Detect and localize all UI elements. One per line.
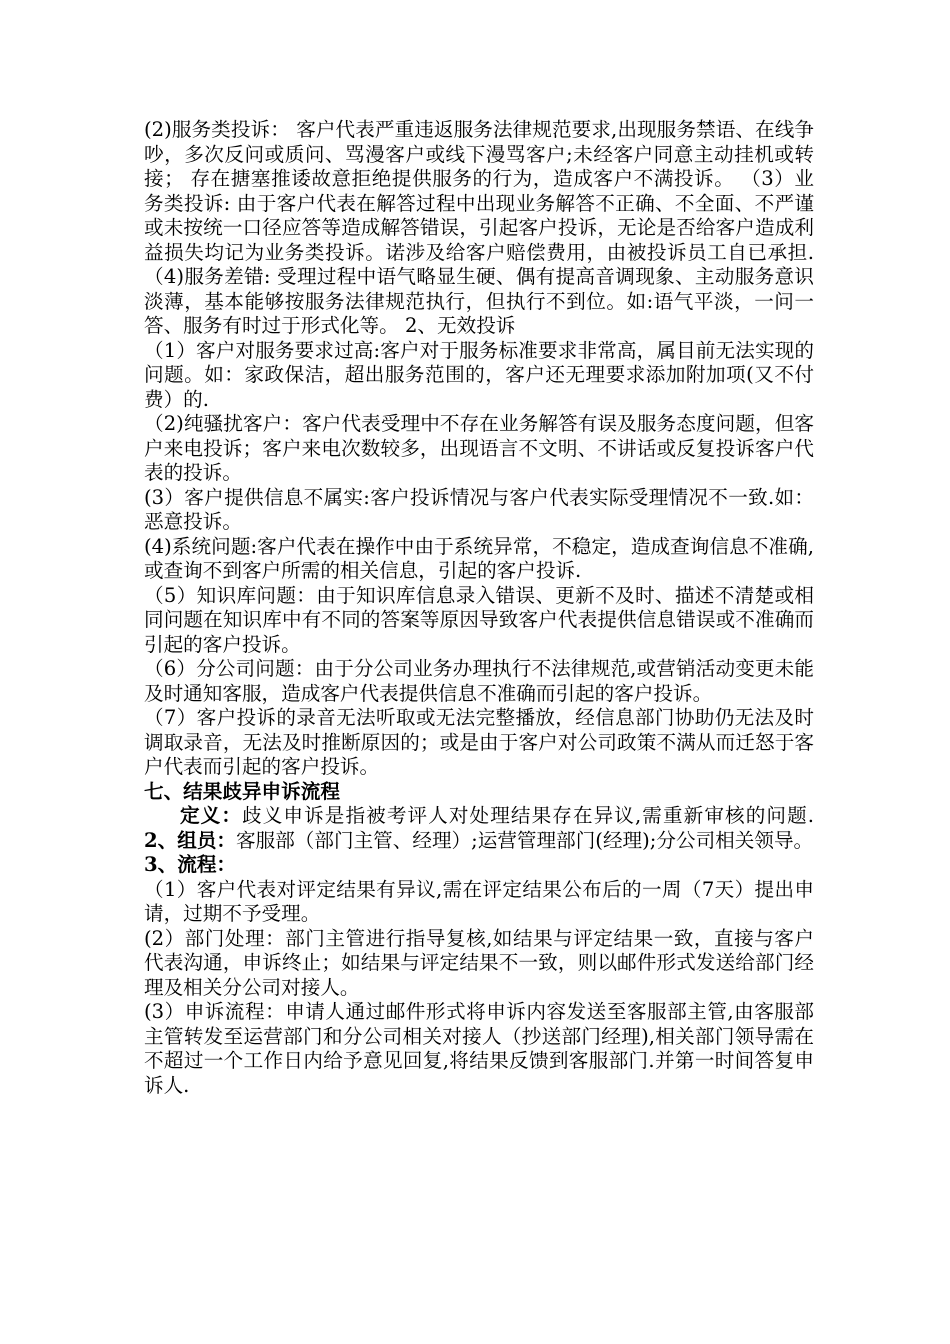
paragraph-definition	[144, 804, 814, 853]
document-body	[144, 118, 814, 1098]
paragraph-invalid-7: （7）客户投诉的录音无法听取或无法完整播放，经信息部门协助仍无法及时调取录音，无法及时推断原因的；或是由于客户对公司政策不满从而迁怒于客户代表而引起的客户投诉。	[144, 706, 814, 778]
paragraph-invalid-2: （2)纯骚扰客户：客户代表受理中不存在业务解答有误及服务态度问题，但客户来电投诉；客户来电次数较多，出现语言不文明、不讲话或反复投诉客户代表的投诉。	[144, 412, 814, 484]
team-label: 2、组员：	[144, 828, 237, 852]
paragraph-step-3: (3）申诉流程：申请人通过邮件形式将申诉内容发送至客服部主管,由客服部主管转发至运营部门和分公司相关对接人（抄送部门经理),相关部门领导需在不超过一个工作日内给予意见回复,将结果反馈到客服部门.并第一时间答复申诉人.	[144, 1000, 814, 1097]
paragraph-invalid-3: (3）客户提供信息不属实:客户投诉情况与客户代表实际受理情况不一致.如：恶意投诉。	[144, 485, 814, 533]
paragraph-step-1: （1）客户代表对评定结果有异议,需在评定结果公布后的一周（7天）提出申请，过期不予受理。	[144, 877, 814, 925]
process-heading: 3、流程：	[144, 853, 237, 876]
paragraph-service-complaints: (2)服务类投诉： 客户代表严重违返服务法律规范要求,出现服务禁语、在线争吵，多次反问或质问、骂漫客户或线下漫骂客户;未经客户同意主动挂机或转接； 存在搪塞推诿故意拒绝提供服务的行为，造成客户不满投诉。 （3）业务类投诉: 由于客户代表在解答过程中出现业务解答不正确、不全面、不严谨或未按统一口径应答等造成解答错误，引起客户投诉，无论是否给客户造成利益损失均记为业务类投诉。诺涉及给客户赔偿费用，由被投诉员工自已承担.（4)服务差错: 受理过程中语气略显生硬、偶有提高音调现象、主动服务意识淡薄，基本能够按服务法律规范执行，但执行不到位。如:语气平淡，一问一答、服务有时过于形式化等。 2、无效投诉	[144, 118, 814, 337]
paragraph-step-2: (2）部门处理：部门主管进行指导复核,如结果与评定结果一致，直接与客户代表沟通，申诉终止；如结果与评定结果不一致，则以邮件形式发送给部门经理及相关分公司对接人。	[144, 926, 814, 999]
definition-text: 歧义申诉是指被考评人对处理结果存在异议,需重新审核的问题.	[242, 804, 814, 827]
section-heading-appeal: 七、结果歧异申诉流程	[144, 779, 340, 803]
definition-label: 定义：	[180, 804, 243, 827]
team-text: 客服部（部门主管、经理）;运营管理部门(经理);分公司相关领导。	[236, 828, 814, 852]
paragraph-invalid-4: (4)系统问题:客户代表在操作中由于系统异常，不稳定，造成查询信息不准确,或查询不到客户所需的相关信息，引起的客户投诉.	[144, 534, 814, 582]
paragraph-invalid-1: （1）客户对服务要求过高:客户对于服务标准要求非常高，属目前无法实现的问题。如：家政保洁，超出服务范围的，客户还无理要求添加附加项(又不付费）的.	[144, 338, 814, 411]
paragraph-invalid-5: （5）知识库问题：由于知识库信息录入错误、更新不及时、描述不清楚或相同问题在知识库中有不同的答案等原因导致客户代表提供信息错误或不准确而引起的客户投诉。	[144, 583, 814, 656]
paragraph-invalid-6: （6）分公司问题：由于分公司业务办理执行不法律规范,或营销活动变更未能及时通知客服，造成客户代表提供信息不准确而引起的客户投诉。	[144, 657, 814, 705]
